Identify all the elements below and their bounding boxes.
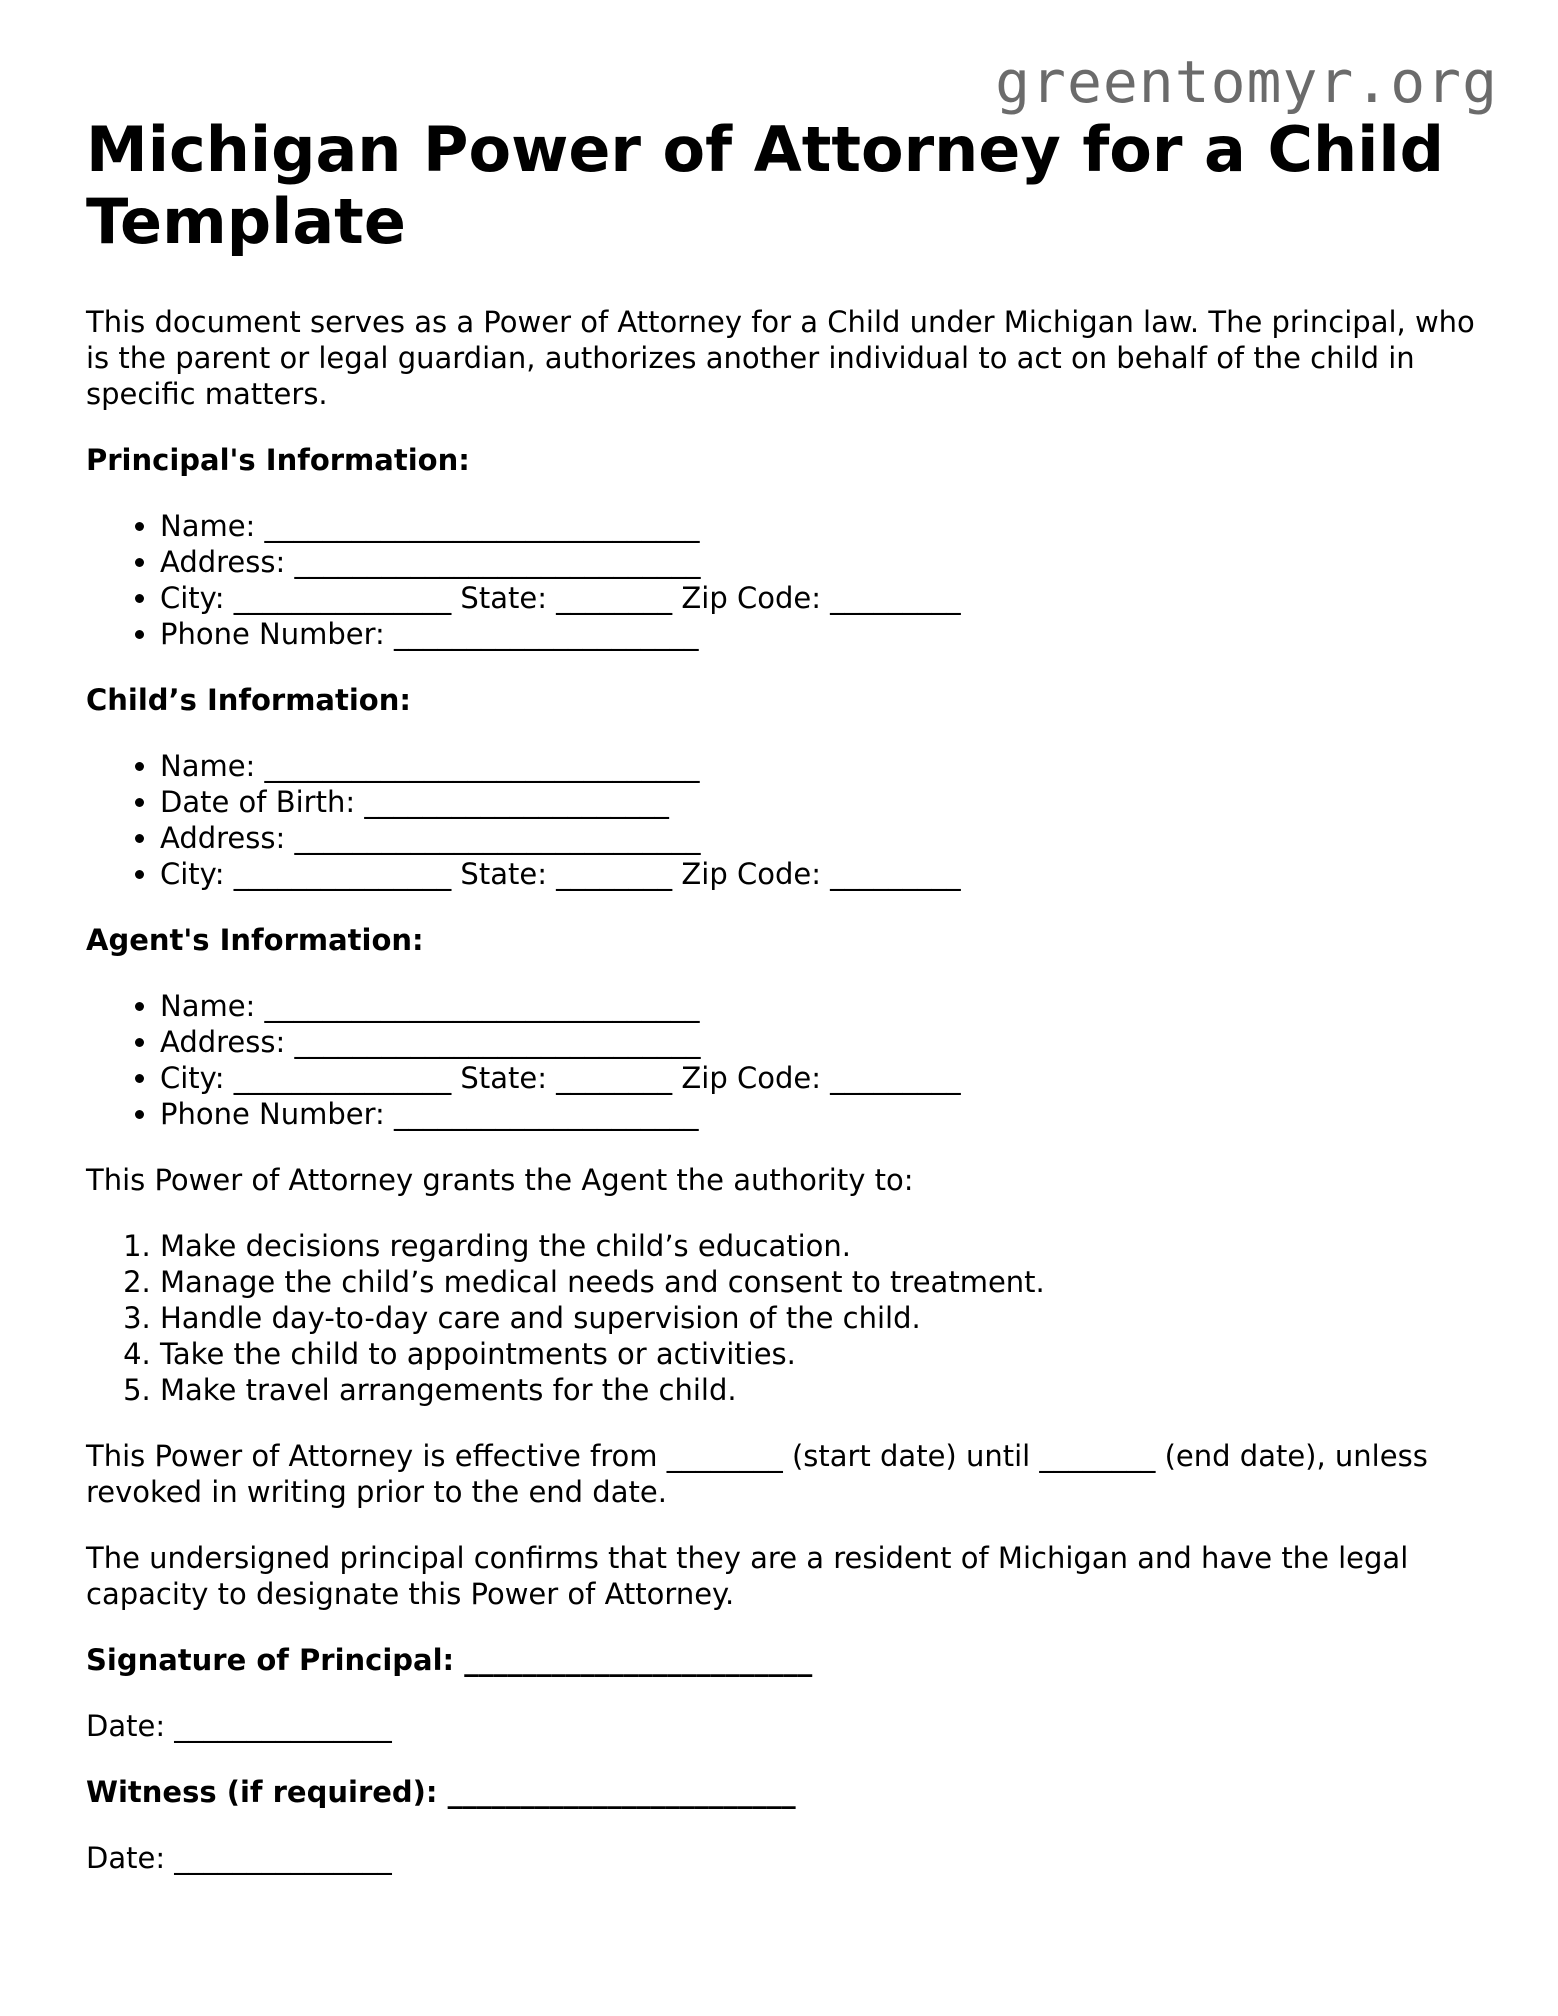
child-city-state-zip-field: • City: _______________ State: ________ Zip Code: _________: [160, 856, 1486, 892]
watermark-text: greentomyr.org: [995, 48, 1498, 116]
confirmation-paragraph: The undersigned principal confirms that they are a resident of Michigan and have the legal capacity to designate this Power of Attorney.: [86, 1541, 1409, 1611]
principal-phone-field: • Phone Number: _____________________: [160, 616, 1486, 652]
agent-name-field: • Name: ______________________________: [160, 988, 1486, 1024]
principal-date-line: Date: _______________: [86, 1709, 392, 1743]
intro-paragraph: This document serves as a Power of Attorney for a Child under Michigan law. The principal, who is the parent or legal guardian, authorizes another individual to act on behalf of the child in specific matters.: [86, 305, 1475, 411]
document-title: Michigan Power of Attorney for a Child Template: [86, 113, 1445, 258]
authority-item: 3. Handle day-to-day care and supervision of the child.: [160, 1300, 1486, 1336]
witness-signature-line: Witness (if required): ________________________: [86, 1775, 796, 1809]
document-page: [86, 50, 1486, 1876]
principal-fields-list: [86, 508, 1486, 652]
authority-item: 2. Manage the child’s medical needs and consent to treatment.: [160, 1264, 1486, 1300]
principal-address-field: • Address: ____________________________: [160, 544, 1486, 580]
authority-item: 1. Make decisions regarding the child’s education.: [160, 1228, 1486, 1264]
child-address-field: • Address: ____________________________: [160, 820, 1486, 856]
child-heading: Child’s Information:: [86, 683, 411, 717]
agent-city-state-zip-field: • City: _______________ State: ________ Zip Code: _________: [160, 1060, 1486, 1096]
authority-item: 5. Make travel arrangements for the child.: [160, 1372, 1486, 1408]
principal-name-field: • Name: ______________________________: [160, 508, 1486, 544]
principal-signature-line: Signature of Principal: ________________________: [86, 1643, 813, 1677]
principal-city-state-zip-field: • City: _______________ State: ________ Zip Code: _________: [160, 580, 1486, 616]
agent-phone-field: • Phone Number: _____________________: [160, 1096, 1486, 1132]
child-name-field: • Name: ______________________________: [160, 748, 1486, 784]
witness-date-line: Date: _______________: [86, 1841, 392, 1875]
authority-list: [86, 1228, 1486, 1408]
principal-heading: Principal's Information:: [86, 443, 470, 477]
child-dob-field: • Date of Birth: _____________________: [160, 784, 1486, 820]
agent-heading: Agent's Information:: [86, 923, 424, 957]
agent-address-field: • Address: ____________________________: [160, 1024, 1486, 1060]
child-fields-list: [86, 748, 1486, 892]
authority-item: 4. Take the child to appointments or activities.: [160, 1336, 1486, 1372]
agent-fields-list: [86, 988, 1486, 1132]
effective-dates-paragraph: This Power of Attorney is effective from ________ (start date) until ________ (end date), unless revoked in writing prior to the end date.: [86, 1439, 1428, 1509]
authority-intro: This Power of Attorney grants the Agent the authority to:: [86, 1163, 914, 1197]
